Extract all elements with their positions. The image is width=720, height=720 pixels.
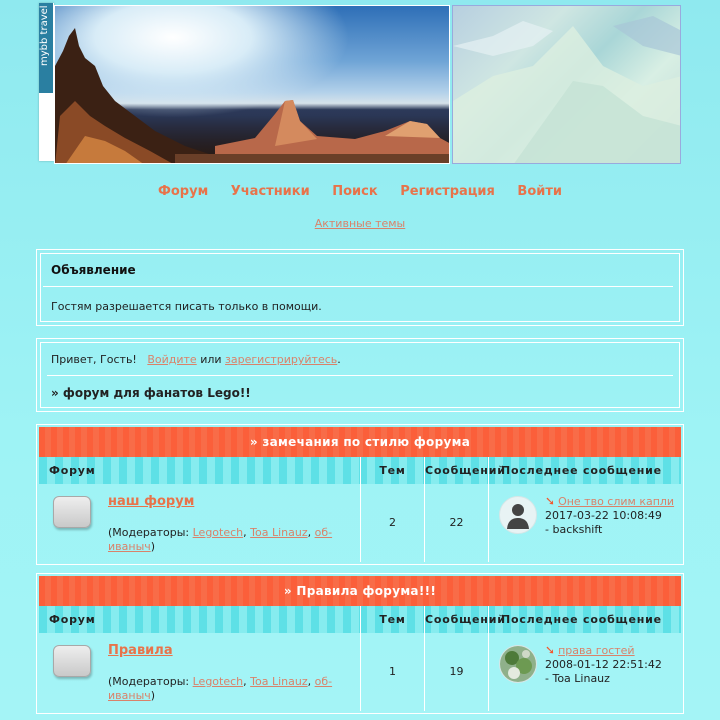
mods-prefix: (Модераторы: (108, 526, 193, 539)
moderator-link-legotech[interactable]: Legotech (192, 675, 244, 688)
forum-status-icon (53, 496, 91, 528)
header-banner-side-image (452, 5, 681, 164)
header-banner-image (54, 5, 450, 164)
period-text: . (337, 353, 341, 366)
mods-suffix: ) (150, 689, 156, 702)
main-navigation (0, 184, 720, 199)
column-header-row (39, 457, 681, 484)
last-post-author: - Toa Linauz (545, 672, 610, 685)
column-topics: Тем (361, 606, 425, 633)
plant-photo-icon (500, 646, 536, 682)
go-to-post-icon[interactable]: ➘ (545, 643, 556, 657)
moderator-link-ivanych[interactable]: об-иваныч (108, 526, 333, 553)
forum-status-icon (53, 645, 91, 677)
welcome-inner (40, 342, 680, 408)
moderator-link-toa-linauz[interactable]: Toa Linauz (250, 675, 308, 688)
forum-cell (39, 633, 361, 711)
category-header: » Правила форума!!! (39, 576, 681, 606)
default-user-icon (500, 497, 536, 533)
topic-count: 2 (361, 484, 425, 562)
or-text: или (200, 353, 222, 366)
announcement-inner (40, 253, 680, 322)
last-post-author: - backshift (545, 523, 603, 536)
last-post-link[interactable]: права гостей (558, 644, 635, 657)
forum-row (39, 633, 681, 711)
mods-comma: , (307, 675, 315, 688)
greeting-line (41, 343, 679, 366)
login-link[interactable]: Войдите (147, 353, 197, 366)
nav-forum-link[interactable]: Форум (157, 184, 209, 199)
user-avatar-icon (499, 645, 537, 683)
column-last-post: Последнее сообщение (501, 464, 662, 477)
moderator-link-toa-linauz[interactable]: Toa Linauz (250, 526, 308, 539)
forum-description: » форум для фанатов Lego!! (51, 386, 251, 400)
column-forum: Форум (39, 606, 361, 633)
last-post-date: 2017-03-22 10:08:49 (545, 509, 662, 522)
register-link[interactable]: зарегистрируйтесь (225, 353, 338, 366)
message-count: 19 (425, 633, 489, 711)
last-post-link[interactable]: Оне тво слим капли (558, 495, 675, 508)
moderator-link-legotech[interactable]: Legotech (192, 526, 244, 539)
announcement-box (36, 249, 684, 326)
topic-count: 1 (361, 633, 425, 711)
last-post-info (545, 643, 675, 686)
last-post-cell (489, 633, 681, 711)
go-to-post-icon[interactable]: ➘ (545, 494, 556, 508)
announcement-title: Объявление (43, 254, 673, 287)
category-forum-rules (36, 573, 684, 714)
forum-moderators (108, 675, 348, 703)
last-post-cell (489, 484, 681, 562)
mods-comma: , (243, 526, 251, 539)
category-style-feedback (36, 424, 684, 565)
brand-label (39, 51, 50, 66)
welcome-box (36, 338, 684, 412)
last-post-date: 2008-01-12 22:51:42 (545, 658, 662, 671)
last-post-info (545, 494, 675, 537)
moderator-link-ivanych[interactable]: об-иваныч (108, 675, 333, 702)
nav-login-link[interactable]: Войти (517, 184, 563, 199)
column-last-post: Последнее сообщение (501, 613, 662, 626)
nav-register-link[interactable]: Регистрация (400, 184, 495, 199)
column-messages: Сообщений (425, 606, 489, 633)
column-forum: Форум (39, 457, 361, 484)
mods-prefix: (Модераторы: (108, 675, 193, 688)
mods-suffix: ) (150, 540, 156, 553)
snow-mountain-icon (453, 6, 681, 164)
user-avatar-icon (499, 496, 537, 534)
column-topics: Тем (361, 457, 425, 484)
greeting-text: Привет, Гость! (51, 353, 137, 366)
column-messages: Сообщений (425, 457, 489, 484)
column-header-row (39, 606, 681, 633)
active-topics-row (0, 217, 720, 230)
forum-moderators (108, 526, 348, 554)
forum-title-link[interactable]: Правила (108, 643, 173, 658)
active-topics-link[interactable]: Активные темы (314, 217, 406, 230)
mods-comma: , (307, 526, 315, 539)
mods-comma: , (243, 675, 251, 688)
announcement-text: Гостям разрешается писать только в помощи. (51, 300, 322, 313)
forum-title-link[interactable]: наш форум (108, 494, 195, 509)
nav-search-link[interactable]: Поиск (332, 184, 378, 199)
desert-landscape-icon (55, 6, 450, 164)
forum-row (39, 484, 681, 562)
message-count: 22 (425, 484, 489, 562)
category-header: » замечания по стилю форума (39, 427, 681, 457)
forum-cell (39, 484, 361, 562)
nav-members-link[interactable]: Участники (230, 184, 310, 199)
